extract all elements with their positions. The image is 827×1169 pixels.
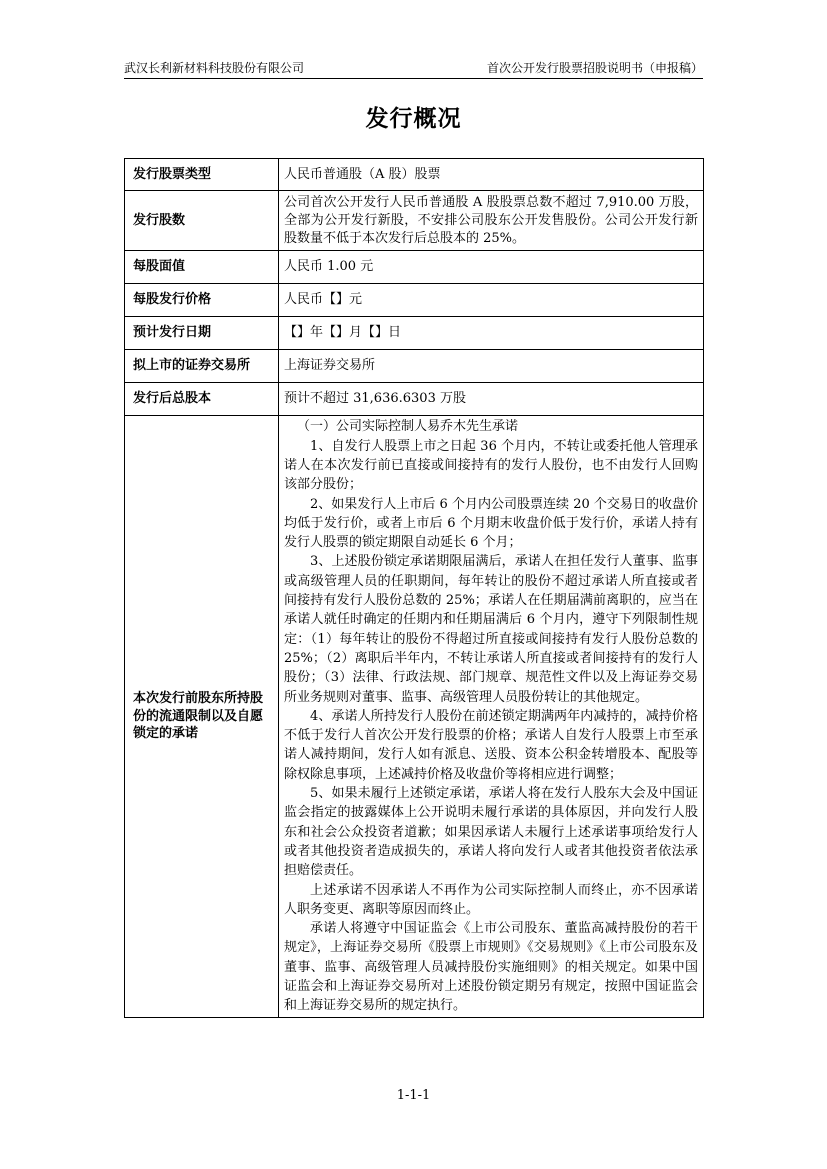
row-label-exchange: 拟上市的证券交易所 (125, 350, 279, 383)
row-value-par-value: 人民币 1.00 元 (279, 251, 704, 284)
page-header (124, 58, 703, 78)
commitment-heading: （一）公司实际控制人易乔木先生承诺 (297, 419, 519, 435)
commitment-paragraph: 上述承诺不因承诺人不再作为公司实际控制人而终止，亦不因承诺人职务变更、离职等原因而终止。 (284, 882, 698, 917)
commitment-paragraph: 3、上述股份锁定承诺期限届满后，承诺人在担任发行人董事、监事或高级管理人员的任职期间，每年转让的股份不超过承诺人所直接或者间接持有发行人股份总数的 25%；承诺人在任期届满前离职的，应当在承诺人就任时确定的任期内和任期届满后 6 个月内，遵守下列限制性规定：（1）每年转让的股份不得超过所直接或间接持有发行人股份总数的 25%；（2）离职后半年内，不转让承诺人所直接或者间接持有的发行人股份；（3）法律、行政法规、部门规章、规范性文件以及上海证券交易所业务规则对董事、监事、高级管理人员股份转让的其他规定。 (284, 554, 698, 705)
table-row (125, 383, 704, 416)
commitment-paragraph: 承诺人将遵守中国证监会《上市公司股东、董监高减持股份的若干规定》，上海证券交易所《股票上市规则》《交易规则》《上市公司股东及董事、监事、高级管理人员减持股份实施细则》的相关规定。如果中国证监会和上海证券交易所对上述股份锁定期另有规定，按照中国证监会和上海证券交易所的规定执行。 (284, 921, 698, 1014)
row-label-issue-price: 每股发行价格 (125, 284, 279, 317)
row-label-share-count: 发行股数 (125, 191, 279, 251)
offering-overview-table (124, 158, 704, 1018)
row-label-lockup-commitment: 本次发行前股东所持股份的流通限制以及自愿锁定的承诺 (125, 416, 279, 1017)
commitment-paragraph: 5、如果未履行上述锁定承诺，承诺人将在发行人股东大会及中国证监会指定的披露媒体上公开说明未履行承诺的具体原因，并向发行人股东和社会公众投资者道歉；如果因承诺人未履行上述承诺事项给发行人或者其他投资者造成损失的，承诺人将向发行人或者其他投资者依法承担赔偿责任。 (284, 786, 698, 879)
row-value-exchange: 上海证券交易所 (279, 350, 704, 383)
row-value-total-shares: 预计不超过 31,636.6303 万股 (279, 383, 704, 416)
page-title: 发行概况 (365, 106, 462, 132)
table-row (125, 416, 704, 1017)
table-row (125, 350, 704, 383)
row-value-issue-price: 人民币【】元 (279, 284, 704, 317)
table-row (125, 159, 704, 191)
table-row (125, 191, 704, 251)
header-document-title: 首次公开发行股票招股说明书（申报稿） (486, 61, 703, 75)
row-value-share-count: 公司首次公开发行人民币普通股 A 股股票总数不超过 7,910.00 万股，全部为公开发行新股，不安排公司股东公开发售股份。公司公开发行新股数量不低于本次发行后总股本的 25%。 (279, 191, 704, 251)
row-value-lockup-commitment (279, 416, 704, 1017)
page-number: 1-1-1 (396, 1088, 431, 1103)
row-value-share-type: 人民币普通股（A 股）股票 (279, 159, 704, 191)
header-company-name: 武汉长利新材料科技股份有限公司 (124, 61, 305, 75)
commitment-paragraph: 1、自发行人股票上市之日起 36 个月内，不转让或委托他人管理承诺人在本次发行前已直接或间接持有的发行人股份，也不由发行人回购该部分股份； (284, 438, 698, 493)
row-label-par-value: 每股面值 (125, 251, 279, 284)
row-label-issue-date: 预计发行日期 (125, 317, 279, 350)
table-row (125, 317, 704, 350)
commitment-paragraph: 4、承诺人所持发行人股份在前述锁定期满两年内减持的，减持价格不低于发行人首次公开发行股票的价格；承诺人自发行人股票上市至承诺人减持期间，发行人如有派息、送股、资本公积金转增股本、配股等除权除息事项，上述减持价格及收盘价等将相应进行调整； (284, 708, 698, 782)
table-row (125, 251, 704, 284)
table-row (125, 284, 704, 317)
row-label-total-shares: 发行后总股本 (125, 383, 279, 416)
row-label-share-type: 发行股票类型 (125, 159, 279, 191)
commitment-paragraph: 2、如果发行人上市后 6 个月内公司股票连续 20 个交易日的收盘价均低于发行价，或者上市后 6 个月期末收盘价低于发行价，承诺人持有发行人股票的锁定期限自动延长 6 个月； (284, 496, 698, 551)
row-value-issue-date: 【】年【】月【】日 (279, 317, 704, 350)
header-divider (124, 78, 703, 79)
